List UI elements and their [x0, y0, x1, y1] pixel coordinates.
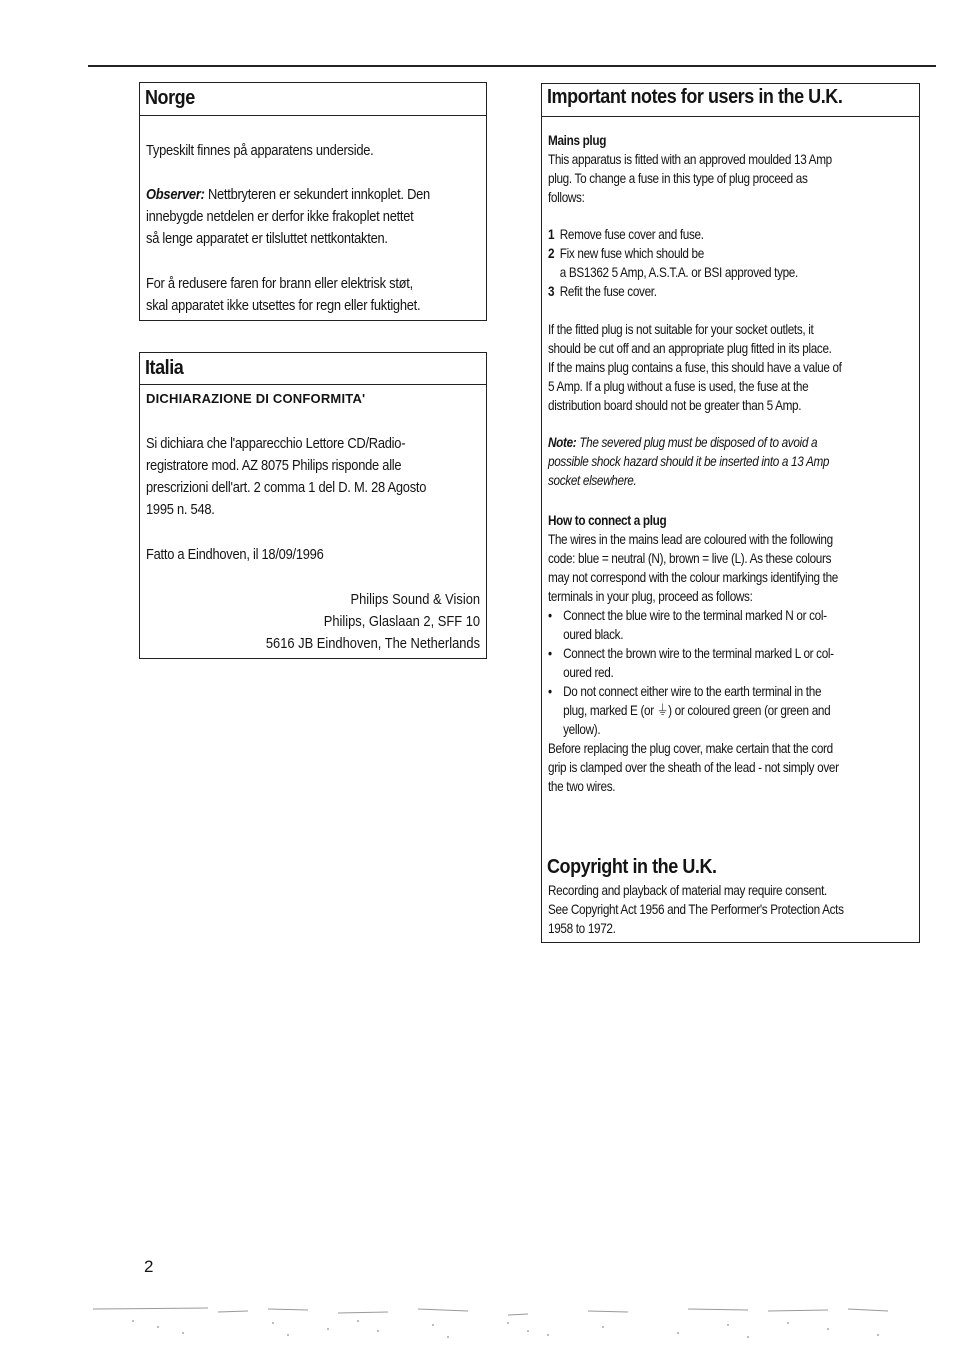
cutoff-line1: If the fitted plug is not suitable for your socket outlets, it: [548, 321, 814, 337]
norge-p1: Typeskilt finnes på apparatens underside.: [146, 142, 374, 159]
bullet-earth-cont2: [548, 720, 834, 739]
step-2: [548, 244, 798, 263]
note-line2: possible shock hazard should it be inserted into a 13 Amp: [548, 453, 830, 469]
italia-p1-line3: prescrizioni dell'art. 2 comma 1 del D. M. 28 Agosto: [146, 479, 427, 496]
italia-section: [139, 352, 487, 659]
mains-intro-line2: plug. To change a fuse in this type of plug proceed as: [548, 170, 808, 186]
cutoff-line5: distribution board should not be greater than 5 Amp.: [548, 397, 802, 413]
norge-section: [139, 82, 487, 321]
cutoff-paragraph: [548, 320, 842, 415]
page-number: 2: [144, 1257, 154, 1276]
note-label: Note:: [548, 434, 577, 450]
italia-divider: [140, 384, 486, 385]
address-line3: 5616 JB Eindhoven, The Netherlands: [265, 635, 480, 652]
bullet-text: oured red.: [563, 664, 614, 680]
bullet-text: Do not connect either wire to the earth terminal in the: [563, 683, 822, 699]
note-paragraph: [548, 433, 829, 490]
connect-line1: The wires in the mains lead are coloured with the following: [548, 531, 833, 547]
step-num: 2: [548, 245, 555, 261]
bullet-earth-cont1: [548, 701, 834, 720]
italia-subheading: DICHIARAZIONE DI CONFORMITA': [146, 391, 366, 406]
connect-line2: code: blue = neutral (N), brown = live (L). As these colours: [548, 550, 832, 566]
connect-line4: terminals in your plug, proceed as follows:: [548, 588, 753, 604]
bullet-brown-cont: [548, 663, 834, 682]
bullet-text: yellow).: [563, 721, 601, 737]
cutoff-line2: should be cut off and an appropriate plug fitted in its place.: [548, 340, 832, 356]
italia-p2: Fatto a Eindhoven, il 18/09/1996: [146, 546, 324, 563]
uk-heading: Important notes for users in the U.K.: [547, 86, 843, 108]
italia-p1-line1: Si dichiara che l'apparecchio Lettore CD/Radio-: [146, 435, 406, 452]
bullet-dot-icon: •: [548, 645, 552, 661]
observer-label: Observer:: [146, 186, 205, 203]
copyright-paragraph: [548, 881, 844, 938]
bullet-text: Connect the brown wire to the terminal marked L or col-: [563, 645, 834, 661]
address-line1: Philips Sound & Vision: [350, 591, 480, 608]
step-text: Remove fuse cover and fuse.: [559, 226, 704, 242]
bullet-brown: [548, 644, 834, 663]
copyright-line3: 1958 to 1972.: [548, 920, 616, 936]
uk-divider: [542, 116, 919, 117]
mains-plug-title: Mains plug: [548, 132, 607, 148]
cutoff-line3: If the mains plug contains a fuse, this should have a value of: [548, 359, 842, 375]
connect-title: How to connect a plug: [548, 512, 667, 528]
copyright-line1: Recording and playback of material may require consent.: [548, 882, 827, 898]
step-3: [548, 282, 798, 301]
connect-paragraph: [548, 530, 838, 606]
norge-p3-line2: skal apparatet ikke utsettes for regn eller fuktighet.: [146, 297, 421, 314]
step-1: [548, 225, 798, 244]
closing-line2: grip is clamped over the sheath of the lead - not simply over: [548, 759, 839, 775]
norge-p2-line3: så lenge apparatet er tilsluttet nettkontakten.: [146, 230, 388, 247]
top-rule: [88, 65, 936, 67]
norge-p2: [146, 184, 430, 250]
step-2-cont: [548, 263, 798, 282]
bullet-text: plug, marked E (or ⏚) or coloured green (or green and: [563, 702, 831, 718]
closing-paragraph: [548, 739, 839, 796]
norge-heading: Norge: [145, 87, 195, 109]
bullet-earth: [548, 682, 834, 701]
connect-bullets: [548, 606, 834, 739]
italia-address: [266, 589, 480, 655]
italia-p1-line2: registratore mod. AZ 8075 Philips risponde alle: [146, 457, 402, 474]
note-line3: socket elsewhere.: [548, 472, 637, 488]
bullet-dot-icon: •: [548, 683, 552, 699]
scan-artifact-noise: [88, 1303, 928, 1343]
mains-intro-line1: This apparatus is fitted with an approved moulded 13 Amp: [548, 151, 832, 167]
bullet-blue-cont: [548, 625, 834, 644]
norge-divider: [140, 115, 486, 116]
norge-p3: [146, 273, 420, 317]
step-text: Fix new fuse which should be: [559, 245, 704, 261]
norge-p2-line1: Nettbryteren er sekundert innkoplet. Den: [207, 186, 430, 203]
bullet-blue: [548, 606, 834, 625]
copyright-heading: Copyright in the U.K.: [547, 856, 717, 878]
copyright-line2: See Copyright Act 1956 and The Performer's Protection Acts: [548, 901, 844, 917]
note-line1: The severed plug must be disposed of to avoid a: [579, 434, 818, 450]
norge-p3-line1: For å redusere faren for brann eller elektrisk støt,: [146, 275, 413, 292]
bullet-text: Connect the blue wire to the terminal marked N or col-: [563, 607, 827, 623]
norge-p2-line2: innebygde netdelen er derfor ikke frakoplet nettet: [146, 208, 414, 225]
fuse-steps: [548, 225, 798, 301]
bullet-text: oured black.: [563, 626, 624, 642]
connect-line3: may not correspond with the colour markings identifying the: [548, 569, 839, 585]
uk-section: [541, 83, 920, 943]
mains-intro-line3: follows:: [548, 189, 585, 205]
cutoff-line4: 5 Amp. If a plug without a fuse is used, the fuse at the: [548, 378, 809, 394]
step-num: 3: [548, 283, 555, 299]
closing-line1: Before replacing the plug cover, make certain that the cord: [548, 740, 833, 756]
italia-p1-line4: 1995 n. 548.: [146, 501, 215, 518]
italia-heading: Italia: [145, 357, 184, 379]
step-text: a BS1362 5 Amp, A.S.T.A. or BSI approved type.: [559, 264, 798, 280]
step-text: Refit the fuse cover.: [559, 283, 657, 299]
mains-intro: [548, 150, 832, 207]
address-line2: Philips, Glaslaan 2, SFF 10: [323, 613, 480, 630]
step-num: 1: [548, 226, 555, 242]
italia-p1: [146, 433, 426, 521]
bullet-dot-icon: •: [548, 607, 552, 623]
closing-line3: the two wires.: [548, 778, 616, 794]
